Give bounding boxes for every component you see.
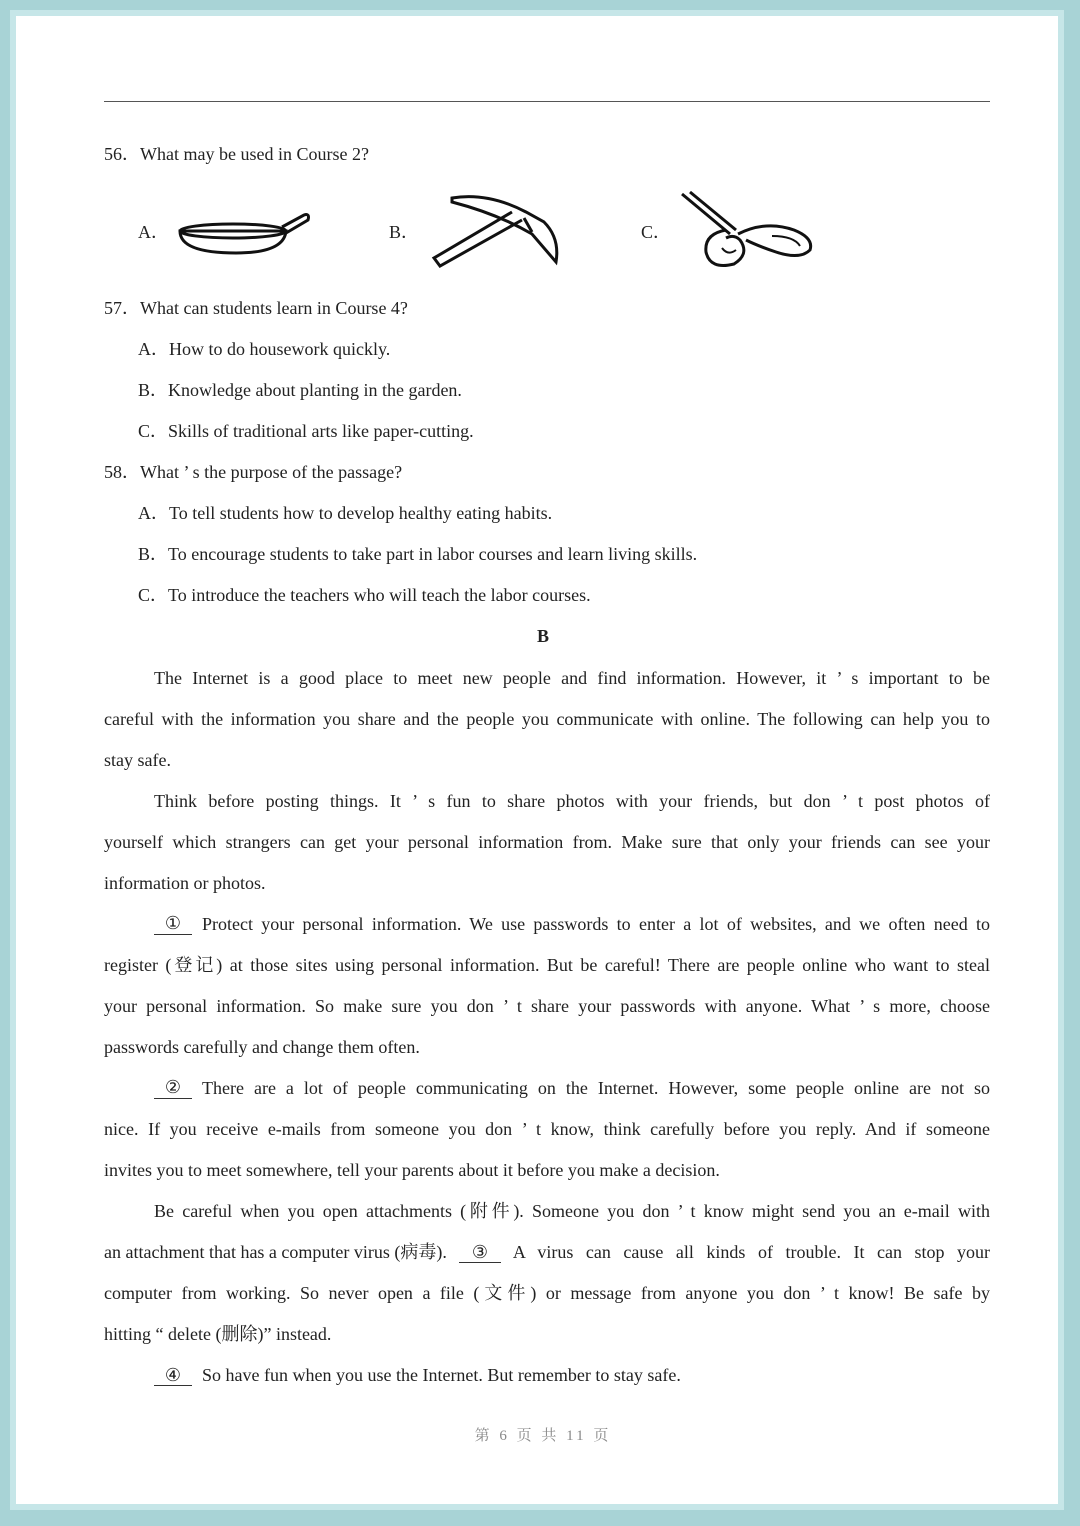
passage-line: Be careful when you open attachments (附件). Someone you don ’ t know might send you an e-mail with (154, 1201, 990, 1221)
passage-line: passwords carefully and change them often. (104, 1037, 420, 1057)
passage-line: hitting “ delete (删除)” instead. (104, 1324, 332, 1344)
passage-text: So have fun when you use the Internet. But remember to stay safe. (202, 1365, 681, 1385)
passage-line: your personal information. So make sure you don ’ t share your passwords with anyone. What ’ s more, choose (104, 996, 990, 1016)
passage-text: A virus can cause all kinds of trouble. It can stop your (512, 1242, 990, 1262)
passage-text: There are a lot of people communicating on the Internet. However, some people online are not so (202, 1078, 990, 1098)
blank-4[interactable]: ④ (154, 1365, 192, 1386)
pickaxe-icon (428, 188, 568, 268)
passage-line: careful with the information you share and the people you communicate with online. The following can help you to (104, 709, 990, 729)
passage-line: stay safe. (104, 750, 171, 770)
passage-line-blank-1 (154, 913, 990, 935)
option-56-c-label: C． (641, 222, 672, 242)
passage-heading: B (536, 626, 549, 646)
scissors-icon (676, 190, 816, 272)
page-footer: 第 6 页 共 11 页 (474, 1428, 612, 1444)
question-57: 57．What can students learn in Course 4? (104, 298, 408, 318)
option-56-b-label: B． (389, 222, 420, 242)
passage-line: computer from working. So never open a file (文件) or message from anyone you don ’ t know! Be safe by (104, 1283, 990, 1303)
passage-line: invites you to meet somewhere, tell your parents about it before you make a decision. (104, 1160, 720, 1180)
blank-2[interactable]: ② (154, 1077, 192, 1099)
passage-text: an attachment that has a computer virus (病毒). (104, 1242, 447, 1262)
frying-pan-icon (174, 201, 314, 261)
passage-line: nice. If you receive e-mails from someone you don ’ t know, think carefully before you reply. And if someone (104, 1119, 990, 1139)
blank-3[interactable]: ③ (459, 1242, 501, 1263)
passage-line: information or photos. (104, 873, 266, 893)
blank-1[interactable]: ① (154, 913, 192, 935)
passage-line-blank-3 (104, 1241, 990, 1263)
option-58-b: B．To encourage students to take part in labor courses and learn living skills. (138, 544, 698, 564)
passage-line-blank-4 (154, 1364, 681, 1386)
option-57-a: A．How to do housework quickly. (138, 339, 391, 359)
passage-line: The Internet is a good place to meet new people and find information. However, it ’ s important to be (154, 668, 990, 688)
passage-text: Protect your personal information. We use passwords to enter a lot of websites, and we often need to (202, 914, 990, 934)
option-57-c: C．Skills of traditional arts like paper-cutting. (138, 421, 474, 441)
passage-line: Think before posting things. It ’ s fun to share photos with your friends, but don ’ t post photos of (154, 791, 990, 811)
option-56-a-label: A． (138, 222, 169, 242)
option-58-c: C．To introduce the teachers who will teach the labor courses. (138, 585, 591, 605)
passage-line-blank-2 (154, 1077, 990, 1099)
exam-page (10, 10, 1064, 1510)
option-57-b: B．Knowledge about planting in the garden. (138, 380, 462, 400)
passage-line: register (登记) at those sites using personal information. But be careful! There are people online who want to steal (104, 955, 990, 975)
option-58-a: A．To tell students how to develop healthy eating habits. (138, 503, 553, 523)
header-rule (104, 101, 990, 102)
question-56: 56．What may be used in Course 2? (104, 144, 369, 164)
passage-line: yourself which strangers can get your personal information from. Make sure that only your friends can see your (104, 832, 990, 852)
question-58: 58．What ’ s the purpose of the passage? (104, 462, 403, 482)
